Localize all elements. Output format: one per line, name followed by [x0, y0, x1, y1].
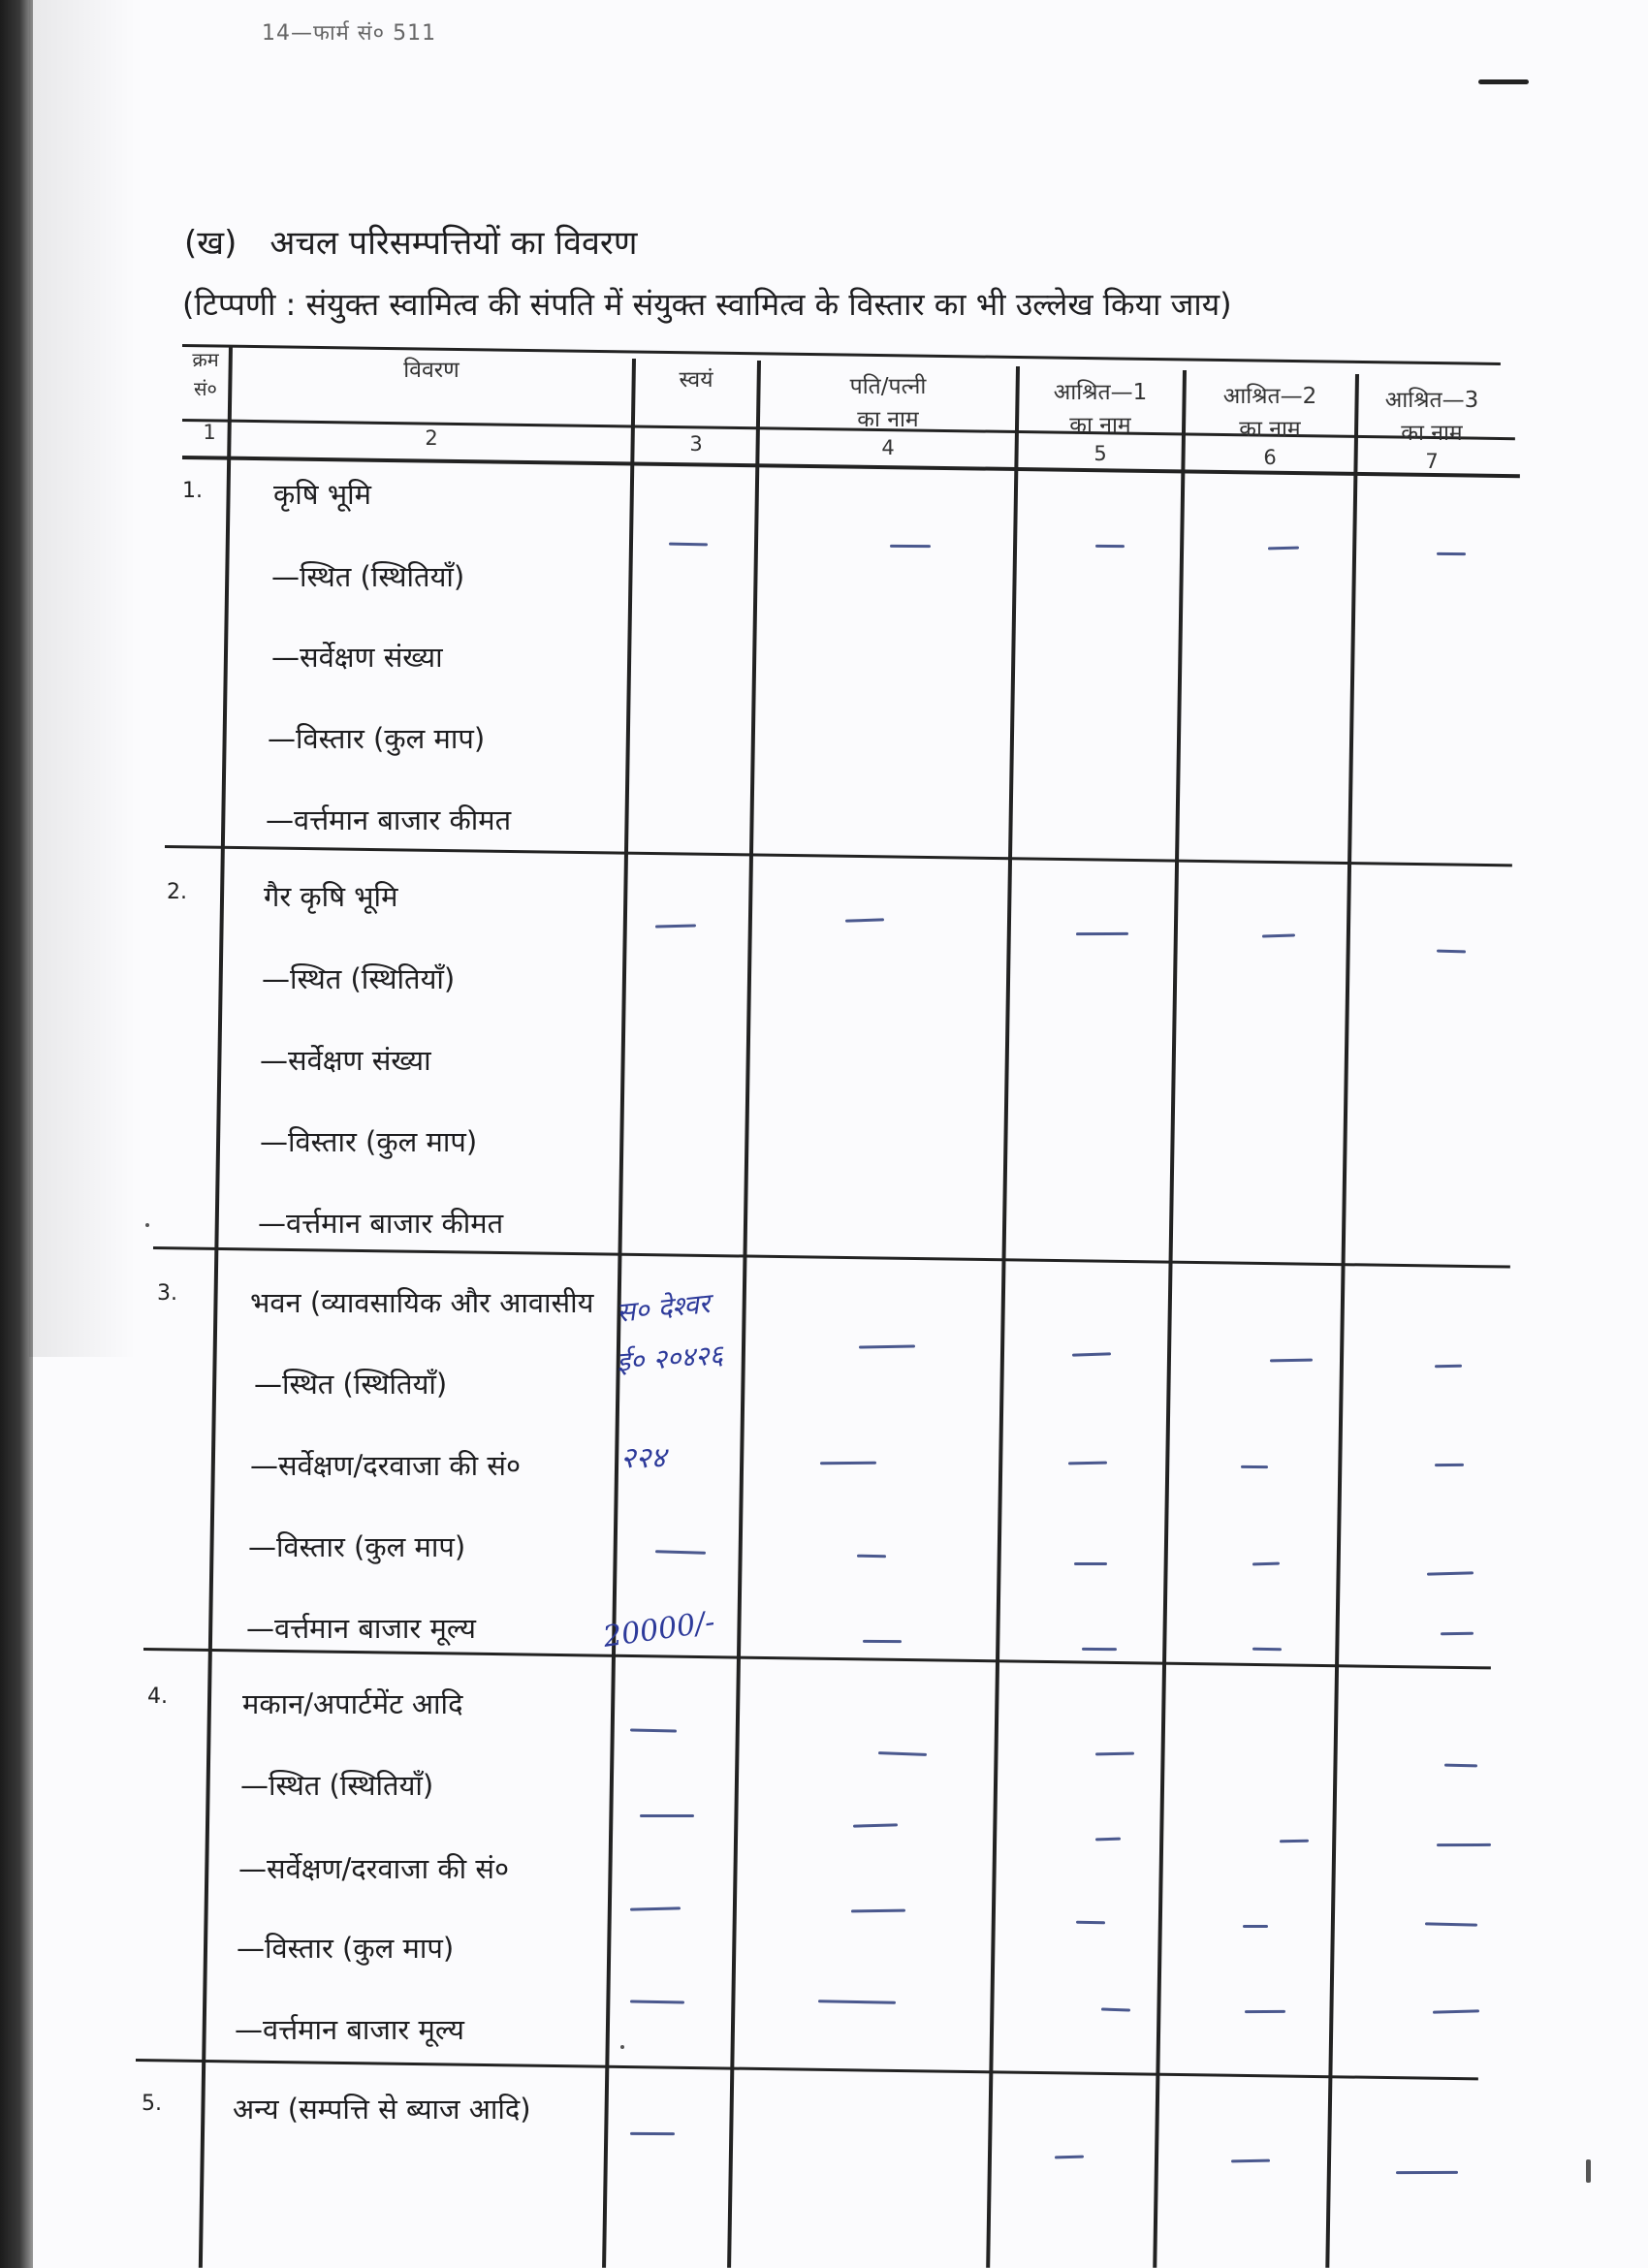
row-item: —सर्वेक्षण/दरवाजा की सं० — [250, 1449, 522, 1482]
nil-dash — [1074, 1562, 1107, 1565]
header-dependent-1: आश्रित—1 का नाम — [1053, 380, 1148, 438]
row-title: गैर कृषि भूमि — [264, 880, 398, 913]
col-border-4 — [986, 366, 1020, 2268]
nil-dash — [1252, 1562, 1280, 1566]
column-number: 2 — [425, 426, 438, 450]
header-description: विवरण — [403, 358, 460, 383]
header-spouse: पति/पत्नी का नाम — [849, 374, 927, 432]
nil-dash — [878, 1751, 927, 1756]
row-item: —स्थित (स्थितियाँ) — [262, 962, 456, 995]
nil-dash — [863, 1640, 902, 1643]
section-title-text: अचल परिसम्पत्तियों का विवरण — [269, 224, 638, 263]
scan-speck — [145, 1223, 149, 1227]
nil-dash — [1427, 1571, 1474, 1575]
nil-dash — [1076, 932, 1128, 935]
row-item: —स्थित (स्थितियाँ) — [254, 1368, 448, 1401]
nil-dash — [820, 1462, 876, 1465]
nil-dash — [1444, 1764, 1477, 1768]
nil-dash — [1068, 1462, 1107, 1465]
nil-dash — [859, 1344, 915, 1348]
col-border-5 — [1153, 370, 1187, 2268]
row-number: 3. — [157, 1281, 177, 1306]
row-title: अन्य (सम्पत्ति से ब्याज आदि) — [233, 2093, 531, 2126]
column-number: 6 — [1263, 446, 1277, 469]
nil-dash — [630, 1906, 681, 1910]
scan-speck — [620, 2045, 624, 2049]
nil-dash — [1245, 2010, 1285, 2013]
nil-dash — [1268, 547, 1299, 551]
column-number: 3 — [689, 432, 703, 456]
scan-dark-edge — [0, 0, 33, 2268]
nil-dash — [1396, 2171, 1458, 2174]
row-title: कृषि भूमि — [273, 478, 372, 511]
row-number: 2. — [167, 880, 187, 904]
section-title — [184, 219, 637, 264]
row-title: भवन (व्यावसायिक और आवासीय — [250, 1286, 594, 1319]
form-number-strip: 14—फार्म सं० 511 — [262, 21, 437, 46]
col-border-6 — [1325, 374, 1359, 2268]
nil-dash — [1095, 1752, 1134, 1756]
nil-dash — [1252, 1648, 1282, 1651]
nil-dash — [669, 543, 708, 547]
column-number: 7 — [1425, 450, 1439, 473]
nil-dash — [1425, 1922, 1477, 1926]
nil-dash — [1433, 2009, 1479, 2013]
col-border-3 — [727, 361, 761, 2268]
row-item: —वर्त्तमान बाजार मूल्य — [246, 1612, 476, 1645]
row-item: —विस्तार (कुल माप) — [237, 1932, 455, 1965]
nil-dash — [655, 924, 696, 928]
row-number: 5. — [142, 2092, 162, 2116]
handwritten-value: 20000/- — [601, 1605, 717, 1654]
nil-dash — [630, 2132, 675, 2135]
scan-speck — [1586, 2159, 1591, 2183]
nil-dash — [1435, 1464, 1464, 1466]
row-item: —विस्तार (कुल माप) — [268, 722, 486, 755]
row-number: 1. — [182, 479, 203, 503]
nil-dash — [1095, 545, 1125, 548]
nil-dash — [1262, 933, 1295, 937]
nil-dash — [1243, 1925, 1268, 1928]
nil-dash — [1095, 1838, 1121, 1842]
row-item: —वर्त्तमान बाजार कीमत — [266, 803, 512, 836]
nil-dash — [630, 2000, 684, 2004]
row-divider-1 — [165, 845, 1512, 866]
nil-dash — [853, 1823, 898, 1827]
corner-mark — [1478, 79, 1529, 84]
nil-dash — [1072, 1352, 1111, 1356]
nil-dash — [640, 1814, 694, 1817]
nil-dash — [851, 1909, 905, 1913]
nil-dash — [1241, 1465, 1268, 1468]
column-number: 4 — [881, 436, 895, 459]
row-number: 4. — [147, 1685, 168, 1709]
column-number: 1 — [203, 421, 216, 444]
row-title: मकान/अपार्टमेंट आदि — [242, 1687, 463, 1720]
nil-dash — [818, 2000, 896, 2004]
nil-dash — [857, 1555, 886, 1559]
column-number: 5 — [1093, 442, 1107, 465]
nil-dash — [890, 545, 931, 548]
nil-dash — [1437, 552, 1466, 555]
row-item: —वर्त्तमान बाजार मूल्य — [235, 2013, 464, 2046]
row-item: —वर्त्तमान बाजार कीमत — [258, 1207, 504, 1240]
header-self: स्वयं — [679, 367, 713, 393]
row-divider-3 — [143, 1648, 1491, 1669]
row-item: —स्थित (स्थितियाँ) — [271, 560, 465, 593]
nil-dash — [1082, 1648, 1117, 1651]
nil-dash — [1435, 1365, 1462, 1368]
nil-dash — [630, 1728, 677, 1732]
nil-dash — [1076, 1921, 1105, 1925]
handwritten-entry: स० देश्वर — [615, 1287, 712, 1329]
row-item: —विस्तार (कुल माप) — [248, 1530, 466, 1563]
section-tag: (ख) — [184, 224, 238, 263]
nil-dash — [655, 1550, 706, 1555]
row-item: —सर्वेक्षण संख्या — [271, 641, 443, 674]
handwritten-entry: २२४ — [620, 1441, 666, 1475]
handwritten-entry: ई० २०४२६ — [616, 1339, 725, 1378]
nil-dash — [1437, 1843, 1491, 1846]
header-dependent-2: आश्रित—2 का नाम — [1222, 384, 1317, 442]
row-divider-4 — [136, 2059, 1478, 2080]
row-divider-2 — [153, 1246, 1510, 1269]
nil-dash — [1280, 1840, 1309, 1843]
nil-dash — [845, 918, 884, 922]
nil-dash — [1101, 2008, 1130, 2012]
nil-dash — [1437, 950, 1466, 954]
col-border-1 — [199, 345, 233, 2268]
row-item: —विस्तार (कुल माप) — [260, 1125, 478, 1158]
nil-dash — [1441, 1632, 1474, 1635]
row-item: —सर्वेक्षण संख्या — [260, 1044, 431, 1077]
row-item: —सर्वेक्षण/दरवाजा की सं० — [238, 1852, 510, 1885]
row-item: —स्थित (स्थितियाँ) — [240, 1769, 434, 1802]
nil-dash — [1270, 1359, 1313, 1363]
header-serial: क्रम सं० — [192, 348, 219, 400]
paper-fold-shadow — [29, 0, 136, 1357]
nil-dash — [1231, 2159, 1270, 2163]
header-dependent-3: आश्रित—3 का नाम — [1384, 388, 1479, 446]
section-note: (टिप्पणी : संयुक्त स्वामित्व की संपति में संयुक्त स्वामित्व के विस्तार का भी उल्लेख किया जाय) — [182, 286, 1232, 323]
nil-dash — [1055, 2156, 1084, 2159]
